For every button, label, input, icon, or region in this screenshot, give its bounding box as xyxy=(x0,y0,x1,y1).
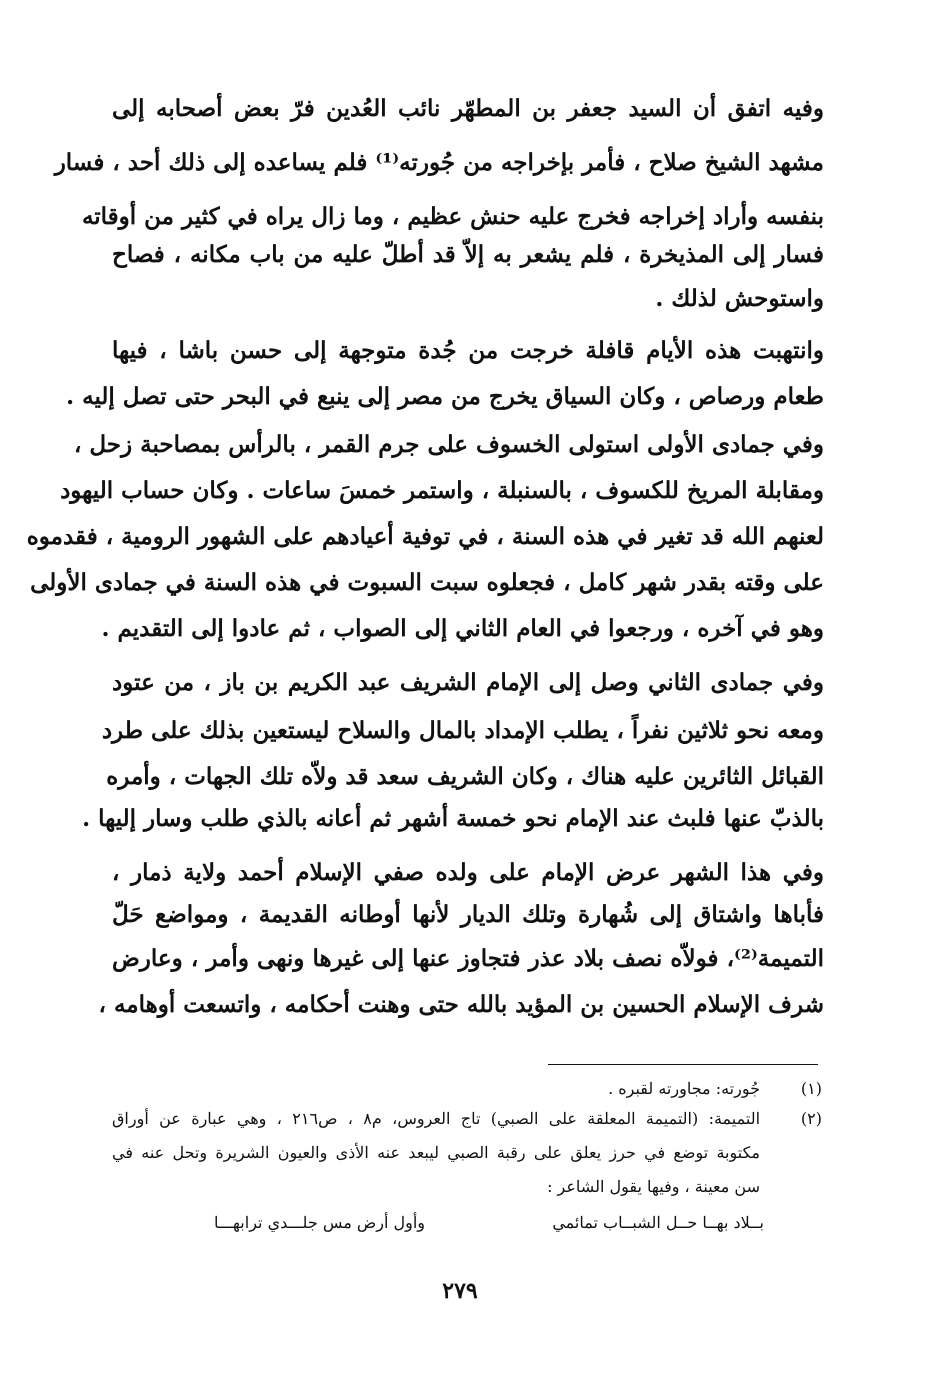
body-line: بنفسه وأراد إخراجه فخرج عليه حنش عظيم ، وما زال يراه في كثير من أوقاته xyxy=(81,203,824,230)
footnote-text: جُورته: مجاورته لقبره . xyxy=(608,1079,760,1098)
body-line: ومعه نحو ثلاثين نفراً ، يطلب الإمداد بالمال والسلاح ليستعين بذلك على طرد xyxy=(101,717,824,744)
body-line: فأباها واشتاق إلى شُهارة وتلك الديار لأنها أوطانه القديمة ، ومواضع حَلّ xyxy=(112,901,824,928)
body-line: وفي جمادى الأولى استولى الخسوف على جرم القمر ، بالرأس بمصاحبة زحل ، xyxy=(73,431,824,458)
footnote-text: التميمة: (التميمة المعلقة على الصبي) تاج العروس، م٨ ، ص٢١٦ ، وهي عبارة عن أوراق xyxy=(112,1109,761,1128)
body-line: ومقابلة المريخ للكسوف ، بالسنبلة ، واستمر خمسَ ساعات . وكان حساب اليهود xyxy=(60,477,824,504)
page-number: ٢٧٩ xyxy=(442,1278,478,1304)
body-line: وفيه اتفق أن السيد جعفر بن المطهّر نائب العُدين فرّ بعض أصحابه إلى xyxy=(112,95,824,122)
body-line: القبائل الثائرين عليه هناك ، وكان الشريف سعد قد ولاّه تلك الجهات ، وأمره xyxy=(106,763,824,790)
body-line: مشهد الشيخ صلاح ، فأمر بإخراجه من جُورته⁽¹⁾ فلم يساعده إلى ذلك أحد ، فسار xyxy=(54,149,824,176)
verse-second-hemistich: وأول أرض مس جلـــدي ترابهـــا xyxy=(213,1213,425,1232)
body-line: فسار إلى المذيخرة ، فلم يشعر به إلاّ قد أطلّ عليه من باب مكانه ، فصاح xyxy=(112,241,824,268)
body-line: وفي جمادى الثاني وصل إلى الإمام الشريف عبد الكريم بن باز ، من عتود xyxy=(112,669,824,696)
footnote-text: سن معينة ، وفيها يقول الشاعر : xyxy=(547,1177,760,1196)
body-line: وانتهبت هذه الأيام قافلة خرجت من جُدة متوجهة إلى حسن باشا ، فيها xyxy=(112,337,824,364)
footnote-text: مكتوبة توضع في حرز يعلق على رقبة الصبي ليبعد عنه الأذى والعيون الشريرة وتحل عنه في xyxy=(112,1143,761,1162)
footnote-divider xyxy=(548,1064,818,1065)
footnote-number: (٢) xyxy=(800,1109,822,1128)
footnote-number: (١) xyxy=(800,1079,822,1098)
body-line: وهو في آخره ، ورجعوا في العام الثاني إلى الصواب ، ثم عادوا إلى التقديم . xyxy=(101,615,824,642)
body-line: لعنهم الله قد تغير في هذه السنة ، في توفية أعيادهم على الشهور الرومية ، فقدموه xyxy=(26,523,824,550)
verse-first-hemistich: بــلاد بهــا حــل الشبــاب تمائمي xyxy=(552,1213,764,1232)
body-line: وفي هذا الشهر عرض الإمام على ولده صفي الإسلام أحمد ولاية ذمار ، xyxy=(112,859,824,886)
body-line: واستوحش لذلك . xyxy=(655,285,824,312)
body-line: شرف الإسلام الحسين بن المؤيد بالله حتى وهنت أحكامه ، واتسعت أوهامه ، xyxy=(98,991,824,1018)
body-line: بالذبّ عنها فلبث عند الإمام نحو خمسة أشهر ثم أعانه بالذي طلب وسار إليها . xyxy=(82,805,824,832)
body-line: على وقته بقدر شهر كامل ، فجعلوه سبت السبوت في هذه السنة في جمادى الأولى xyxy=(30,569,824,596)
body-line: طعام ورصاص ، وكان السياق يخرج من مصر إلى ينبع في البحر حتى تصل إليه . xyxy=(66,383,824,410)
body-line: التميمة⁽²⁾، فولاّه نصف بلاد عذر فتجاوز عنها إلى غيرها ونهى وأمر ، وعارض xyxy=(112,945,824,972)
